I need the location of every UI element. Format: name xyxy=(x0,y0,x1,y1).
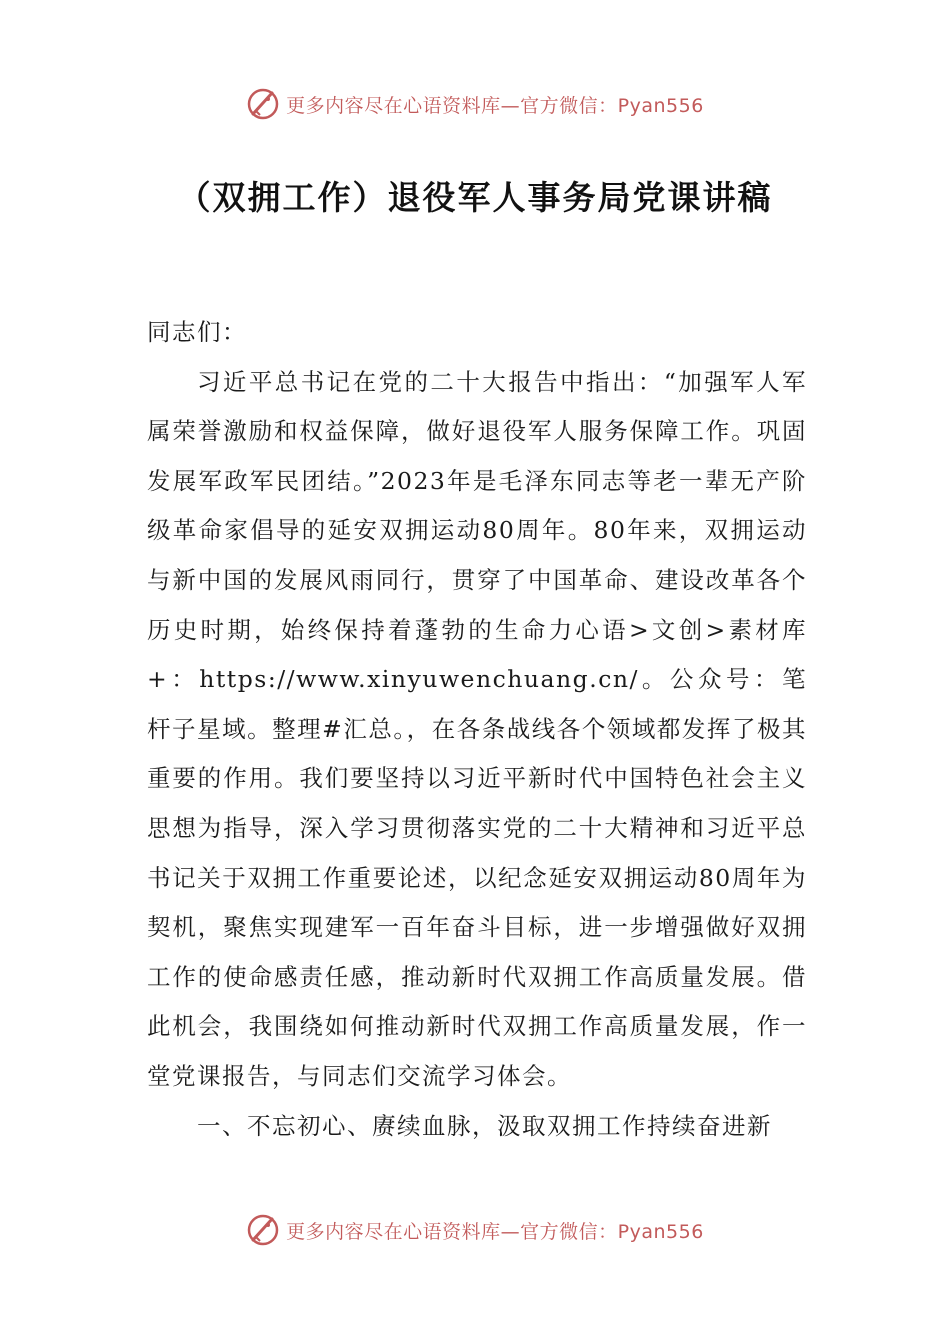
paragraph: 习近平总书记在党的二十大报告中指出：“加强军人军属荣誉激励和权益保障，做好退役军人服务保障工作。巩固发展军政军民团结。”2023年是毛泽东同志等老一辈无产阶级革命家倡导的延安双拥运动80周年。80年来，双拥运动与新中国的发展风雨同行，贯穿了中国革命、建设改革各个历史时期，始终保持着蓬勃的生命力心语>文创>素材库+：https://www.xinyuwenchuang.cn/。公众号：笔杆子星域。整理#汇总。，在各条战线各个领域都发挥了极其重要的作用。我们要坚持以习近平新时代中国特色社会主义思想为指导，深入学习贯彻落实党的二十大精神和习近平总书记关于双拥工作重要论述，以纪念延安双拥运动80周年为契机，聚焦实现建军一百年奋斗目标，进一步增强做好双拥工作的使命感责任感，推动新时代双拥工作高质量发展。借此机会，我围绕如何推动新时代双拥工作高质量发展，作一堂党课报告，与同志们交流学习体会。 xyxy=(147,367,807,1090)
salutation: 同志们： xyxy=(147,318,247,346)
pen-circle-logo-icon xyxy=(246,87,280,121)
section-heading: 一、不忘初心、赓续血脉，汲取双拥工作持续奋进新 xyxy=(197,1111,772,1140)
watermark-text: 更多内容尽在心语资料库—官方微信：Pyan556 xyxy=(286,1220,704,1243)
header-watermark xyxy=(0,84,950,124)
footer-watermark xyxy=(0,1210,950,1250)
watermark-text: 更多内容尽在心语资料库—官方微信：Pyan556 xyxy=(286,94,704,117)
document-title: （双拥工作）退役军人事务局党课讲稿 xyxy=(177,178,773,217)
document-body xyxy=(147,308,807,1151)
pen-circle-logo-icon xyxy=(246,1213,280,1247)
